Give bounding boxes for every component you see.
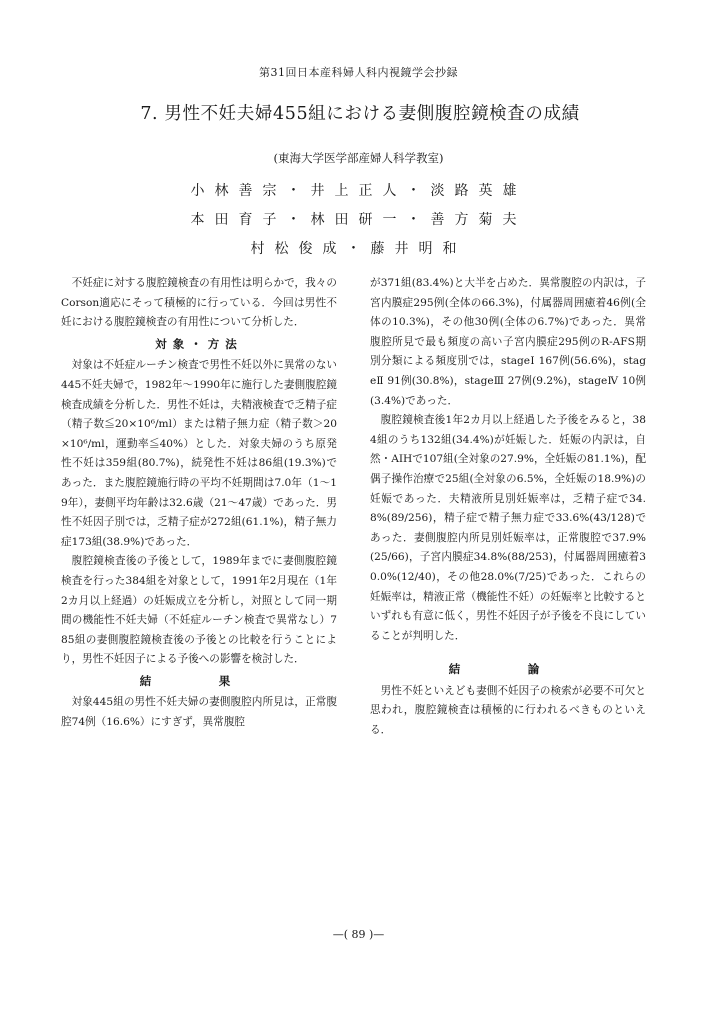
author-line: 村松俊成・藤井明和 xyxy=(250,241,467,257)
results-paragraph: 腹腔鏡検査後1年2カ月以上経過した予後をみると，384組のうち132組(34.4%)が妊娠した．妊娠の内訳は，自然・AIHで107組(全対象の27.9%，全妊娠の81.1%)，配偶子操作治療で25組(全対象の6.5%，全妊娠の18.9%)の妊娠であった．夫精液所見別妊娠率は，乏精子症で34.8%(89/256)，精子症で精子無力症で33.6%(43/128)であった．妻側腹腔内所見別妊娠率は，正常腹腔で37.9%(25/66)，子宮内膜症34.8%(88/253)，付属器周囲癒着30.0%(12/40)，その他28.0%(7/25)であった．これらの妊娠率は，精液正常（機能性不妊）の妊娠率と比較するといずれも有意に低く，男性不妊因子が予後を不良にしていることが判明した． xyxy=(370,414,646,642)
right-column xyxy=(370,274,646,741)
author-line: 本田育子・林田研一・善方菊夫 xyxy=(190,212,527,228)
author-line: 小林善宗・井上正人・淡路英雄 xyxy=(190,183,527,199)
intro-paragraph: 不妊症に対する腹腔鏡検査の有用性は明らかで，我々のCorson適応にそって積極的に行っている．今回は男性不妊における腹腔鏡検査の有用性について分析した． xyxy=(61,277,337,329)
paper-title: 7. 男性不妊夫婦455組における妻側腹腔鏡検査の成績 xyxy=(140,104,580,124)
conclusion-heading: 結 論 xyxy=(448,662,568,677)
left-column xyxy=(61,274,337,733)
methods-paragraph: 腹腔鏡検査後の予後として，1989年までに妻側腹腔鏡検査を行った384組を対象として，1991年2月現在（1年2カ月以上経過）の妊娠成立を分析し，対照として同一期間の機能性不妊夫婦（不妊症ルーチン検査で異常なし）785組の妻側腹腔鏡検査後の予後との比較を行うことにより，男性不妊因子による予後への影響を検討した． xyxy=(61,555,337,666)
results-heading: 結 果 xyxy=(139,673,259,688)
results-paragraph-continued: が371組(83.4%)と大半を占めた．異常腹腔の内訳は，子宮内膜症295例(全体の66.3%)，付属器周囲癒着46例(全体の10.3%)，その他30例(全体の6.7%)であった．異常腹腔所見で最も頻度の高い子宮内膜症295例のR-AFS期別分類による頻度別では，stageⅠ 167例(56.6%)，stageⅡ 91例(30.8%)，stageⅢ 27例(9.2%)，stageⅣ 10例(3.4%)であった． xyxy=(370,277,646,407)
results-paragraph: 対象445組の男性不妊夫婦の妻側腹腔内所見は，正常腹腔74例（16.6%）にすぎず，異常腹腔 xyxy=(61,696,337,729)
conclusion-paragraph: 男性不妊といえども妻側不妊因子の検索が必要不可欠と思われ，腹腔鏡検査は積極的に行われるべきものといえる． xyxy=(370,684,646,737)
running-header: 第31回日本産科婦人科内視鏡学会抄録 xyxy=(259,66,458,79)
author-list xyxy=(0,177,717,264)
methods-paragraph: 対象は不妊症ルーチン検査で男性不妊以外に異常のない445不妊夫婦で，1982年〜1990年に施行した妻側腹腔鏡検査成績を分析した．男性不妊は，夫精液検査で乏精子症（精子数≦20×10⁶/ml）または精子無力症（精子数＞20×10⁶/ml，運動率≦40%）とした．対象夫婦のうち原発性不妊は359組(80.7%)，続発性不妊は86組(19.3%)であった．また腹腔鏡施行時の平均不妊期間は7.0年（1〜19年），妻側平均年齢は32.6歳（21〜47歳）であった．男性不妊因子別では，乏精子症が272組(61.1%)，精子無力症173組(38.9%)であった． xyxy=(61,359,337,548)
page-number: —( 89 )— xyxy=(332,928,385,941)
methods-heading: 対象・方法 xyxy=(155,336,243,351)
affiliation: (東海大学医学部産婦人科学教室) xyxy=(273,151,444,165)
